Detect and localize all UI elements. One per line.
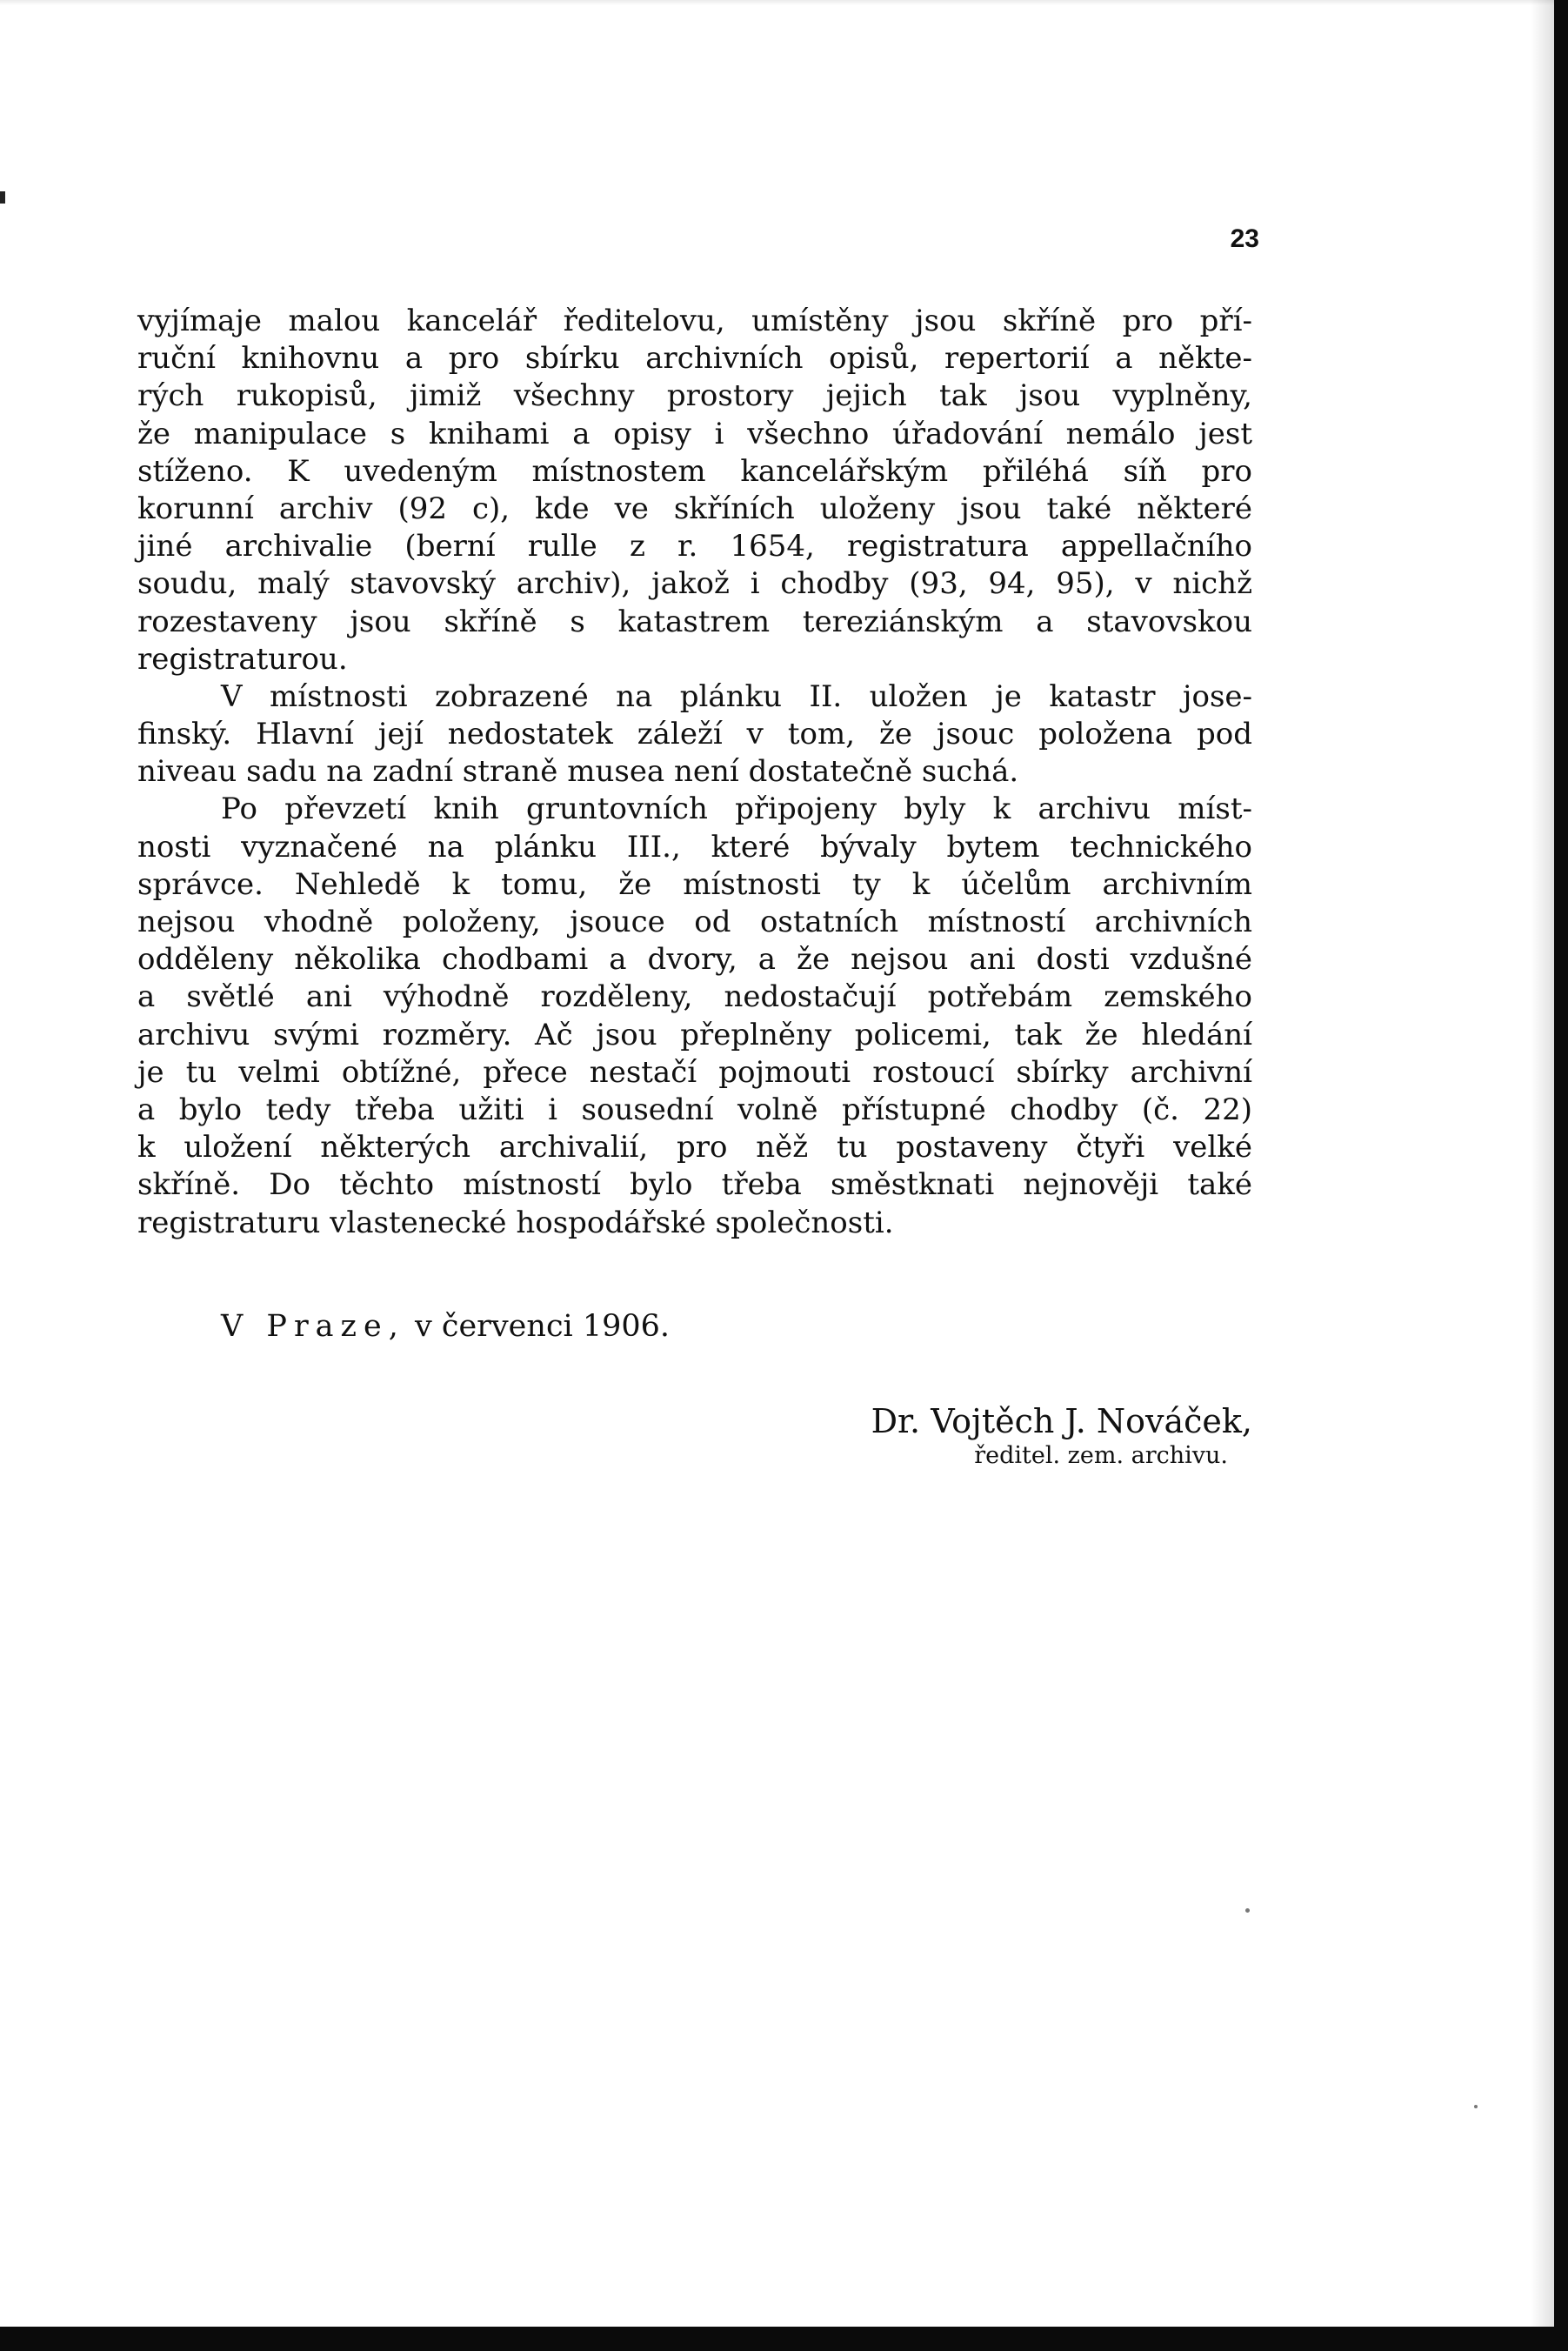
signature-name: Dr. Vojtěch J. Nováček, [871, 1402, 1252, 1440]
page-number: 23 [1230, 224, 1259, 253]
text-line: že manipulace s knihami a opisy i všechno úřadování nemálo jest [137, 416, 1252, 451]
text-line: niveau sadu na zadní straně musea není dostatečně suchá. [137, 754, 1019, 790]
text-line: je tu velmi obtížné, přece nestačí pojmouti rostoucí sbírky archivní [137, 1054, 1252, 1090]
text-line: nosti vyznačené na plánku III., které bývaly bytem technického [137, 829, 1252, 865]
text-line: stíženo. K uvedeným místnostem kancelářským přiléhá síň pro [137, 453, 1252, 489]
paragraph-3 [137, 791, 1252, 1241]
signature-title: ředitel. zem. archivu. [974, 1442, 1228, 1469]
text-line: odděleny několika chodbami a dvory, a že nejsou ani dosti vzdušné [137, 942, 1252, 978]
text-line: archivu svými rozměry. Ač jsou přeplněny policemi, tak že hledání [137, 1017, 1252, 1052]
text-line: finský. Hlavní její nedostatek záleží v tom, že jsouc položena pod [137, 717, 1252, 752]
scan-right-border [1554, 0, 1568, 2351]
text-line: rých rukopisů, jimiž všechny prostory jejich tak jsou vyplněny, [137, 378, 1252, 414]
text-line: V místnosti zobrazené na plánku II. uložen je katastr jose- [221, 678, 1252, 714]
closing-place: V Praze, [221, 1309, 405, 1344]
text-line: a bylo tedy třeba užiti i sousední volně přístupné chodby (č. 22) [137, 1092, 1252, 1127]
text-line: a světlé ani výhodně rozděleny, nedostačují potřebám zemského [137, 979, 1252, 1015]
scan-right-shadow [1531, 0, 1554, 2327]
text-line: Po převzetí knih gruntovních připojeny byly k archivu míst- [221, 791, 1252, 827]
paragraph-1 [137, 303, 1252, 678]
text-line: skříně. Do těchto místností bylo třeba směstknati nejnověji také [137, 1167, 1252, 1203]
text-line: jiné archivalie (berní rulle z r. 1654, registratura appellačního [137, 529, 1252, 564]
place-and-date [221, 1309, 670, 1344]
text-line: rozestaveny jsou skříně s katastrem tereziánským a stavovskou [137, 604, 1252, 639]
text-line: vyjímaje malou kancelář ředitelovu, umístěny jsou skříně pro pří- [137, 304, 1252, 338]
text-line: korunní archiv (92 c), kde ve skříních uloženy jsou také některé [137, 491, 1252, 526]
body-text [137, 303, 1252, 1242]
scan-edge-mark [0, 191, 5, 204]
text-line: registraturu vlastenecké hospodářské společnosti. [137, 1205, 894, 1240]
text-line: nejsou vhodně položeny, jsouce od ostatních místností archivních [137, 905, 1252, 939]
scan-speck [1474, 2105, 1478, 2108]
text-line: registraturou. [137, 641, 348, 677]
text-line: ruční knihovnu a pro sbírku archivních opisů, repertorií a někte- [137, 341, 1252, 377]
scan-top-shadow [0, 0, 1554, 5]
text-line: soudu, malý stavovský archiv), jakož i chodby (93, 94, 95), v nichž [137, 566, 1252, 602]
scan-bottom-border [0, 2327, 1568, 2351]
text-line: k uložení některých archivalií, pro něž tu postaveny čtyři velké [137, 1130, 1252, 1165]
paragraph-2 [137, 678, 1252, 791]
scan-speck [1245, 1908, 1250, 1913]
text-line: správce. Nehledě k tomu, že místnosti ty k účelům archivním [137, 866, 1252, 902]
closing-date: v červenci 1906. [414, 1309, 671, 1344]
